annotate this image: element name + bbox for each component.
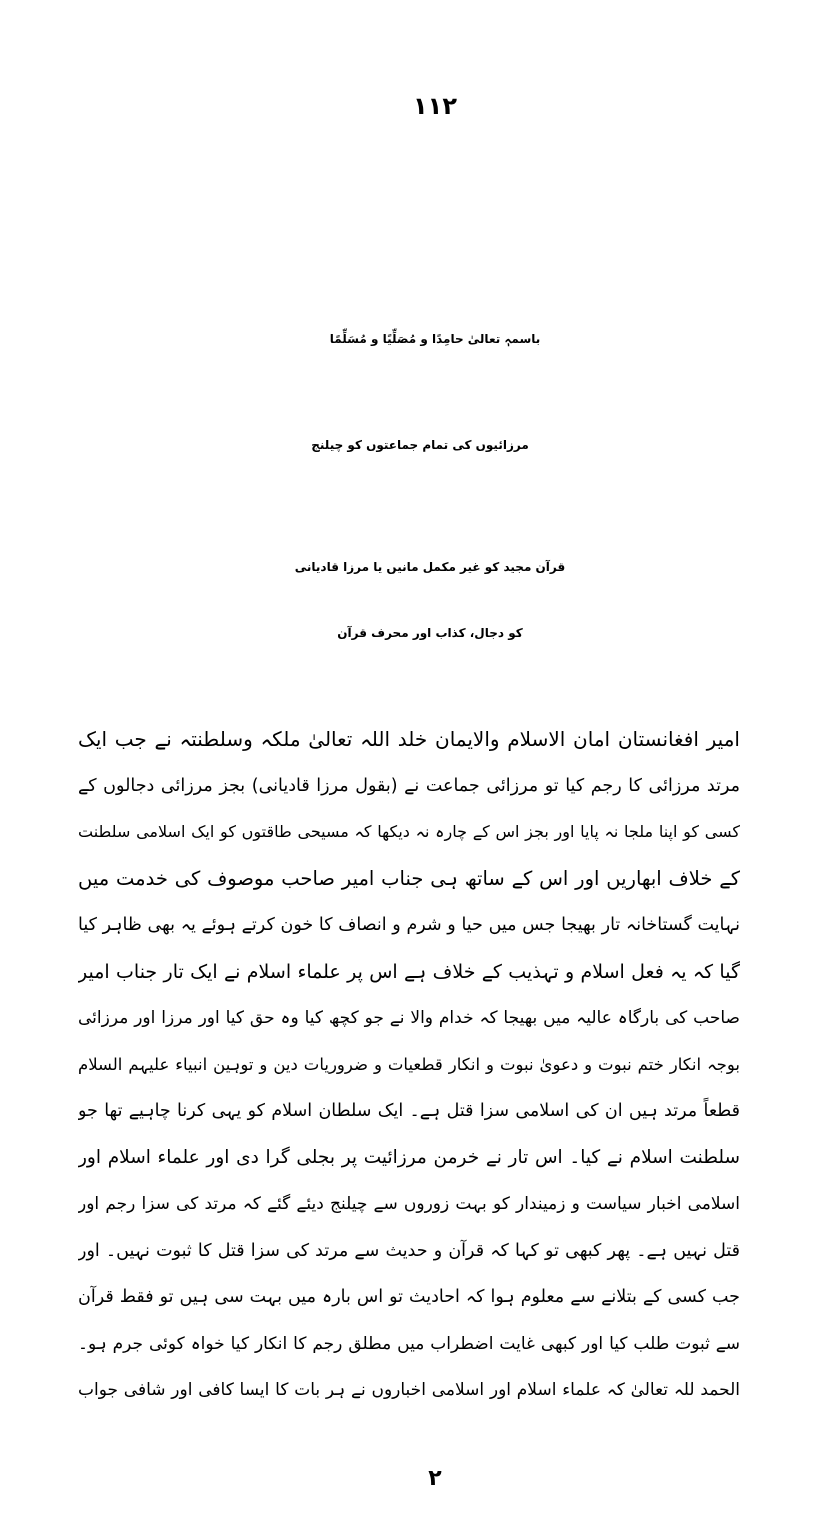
body-line: گیا کہ یہ فعل اسلام و تہذیب کے خلاف ہے اس پر علماء اسلام نے ایک تار جناب امیر [78, 960, 740, 983]
body-line: صاحب کی بارگاہ عالیہ میں بھیجا کہ خدام والا نے جو کچھ کیا وہ حق کیا اور مرزا اور مرزائی [78, 1008, 740, 1028]
body-paragraph [78, 716, 740, 1414]
body-line: بوجہ انکار ختم نبوت و دعویٰ نبوت و انکار قطعیات و ضروریات دین و توہین انبیاء علیہم السلام [78, 1054, 740, 1074]
body-line: نہایت گستاخانہ تار بھیجا جس میں حیا و شرم و انصاف کا خون کرتے ہوئے یہ بھی ظاہر کیا [78, 915, 740, 935]
body-line: کے خلاف ابھاریں اور اس کے ساتھ ہی جناب امیر صاحب موصوف کی خدمت میں [78, 866, 740, 890]
body-line: امیر افغانستان امان الاسلام والایمان خلد اللہ تعالیٰ ملکہ وسلطنتہ نے جب ایک [78, 727, 740, 751]
body-line: کسی کو اپنا ملجا نہ پایا اور بجز اس کے چارہ نہ دیکھا کہ مسیحی طاقتوں کو ایک اسلامی سلطنت [78, 822, 740, 841]
body-line: اسلامی اخبار سیاست و زمیندار کو بہت زوروں سے چیلنج دیئے گئے کہ مرتد کی سزا رجم اور [78, 1194, 740, 1214]
subtitle-line-2: کو دجال، کذاب اور محرف قرآن [337, 626, 523, 640]
bismillah-heading: باسمہٖ تعالیٰ حامِدًا و مُصَلِّیًا و مُسَلِّمًا [329, 332, 541, 346]
bottom-page-number: ۲ [428, 1466, 442, 1491]
body-line: سے ثبوت طلب کیا اور کبھی غایت اضطراب میں مطلق رجم کا انکار کیا خواہ کوئی جرم ہو۔ [78, 1333, 740, 1354]
body-line: قطعاً مرتد ہیں ان کی اسلامی سزا قتل ہے۔ ایک سلطان اسلام کو یہی کرنا چاہیے تھا جو [78, 1101, 740, 1121]
subtitle-line-1: قرآن مجید کو غیر مکمل مانیں یا مرزا قادیانی [294, 560, 566, 574]
top-page-number: ۱۱۲ [413, 92, 457, 120]
body-line: الحمد للہ تعالیٰ کہ علماء اسلام اور اسلامی اخباروں نے ہر بات کا ایسا کافی اور شافی جواب [78, 1380, 740, 1400]
body-line: سلطنت اسلام نے کیا۔ اس تار نے خرمن مرزائیت پر بجلی گرا دی اور علماء اسلام اور [78, 1146, 740, 1168]
page-title: مرزائیوں کی تمام جماعتوں کو چیلنج [311, 438, 529, 452]
body-line: جب کسی کے بتلانے سے معلوم ہوا کہ احادیث تو اس بارہ میں بہت سی ہیں تو فقط قرآن [78, 1287, 740, 1307]
body-line: قتل نہیں ہے۔ پھر کبھی تو کہا کہ قرآن و حدیث سے مرتد کی سزا قتل کا ثبوت نہیں۔ اور [78, 1240, 740, 1261]
body-line: مرتد مرزائی کا رجم کیا تو مرزائی جماعت نے (بقول مرزا قادیانی) بجز مرزائی دجالوں کے [78, 775, 740, 796]
